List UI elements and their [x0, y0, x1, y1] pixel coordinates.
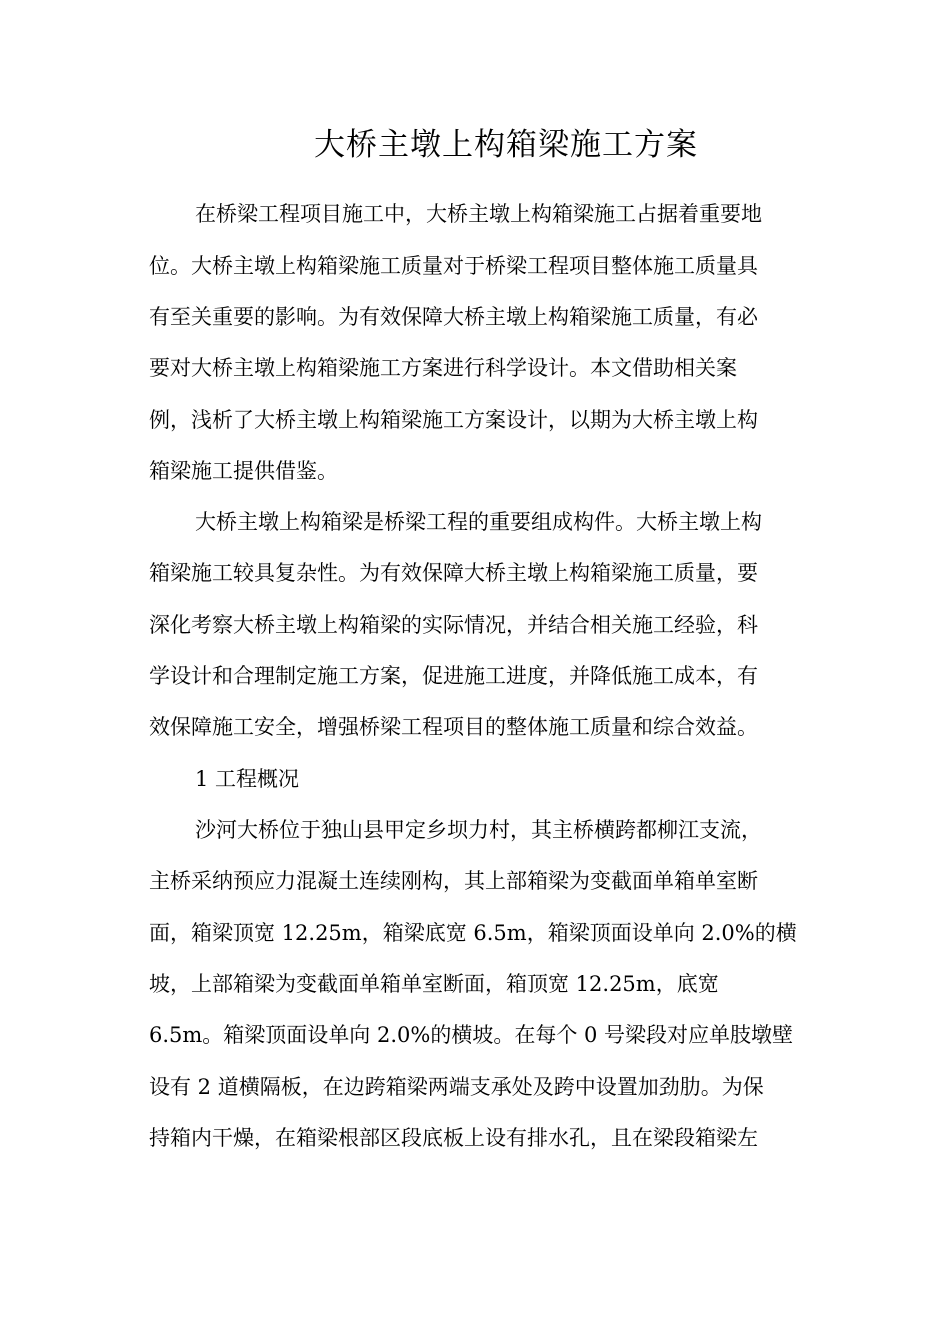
paragraph-2-line-5: 效保障施工安全，增强桥梁工程项目的整体施工质量和综合效益。: [149, 715, 758, 739]
paragraph-1-line-3: 有至关重要的影响。为有效保障大桥主墩上构箱梁施工质量，有必: [149, 305, 758, 329]
paragraph-2-line-3: 深化考察大桥主墩上构箱梁的实际情况，并结合相关施工经验，科: [149, 613, 758, 637]
paragraph-1-line-4: 要对大桥主墩上构箱梁施工方案进行科学设计。本文借助相关案: [149, 356, 737, 380]
paragraph-2-line-4: 学设计和合理制定施工方案，促进施工进度，并降低施工成本，有: [149, 664, 758, 688]
paragraph-1-line-2: 位。大桥主墩上构箱梁施工质量对于桥梁工程项目整体施工质量具: [149, 254, 758, 278]
paragraph-3-line-4: 坡，上部箱梁为变截面单箱单室断面，箱顶宽 12.25m，底宽: [149, 972, 719, 996]
paragraph-1-line-6: 箱梁施工提供借鉴。: [149, 459, 338, 483]
paragraph-1-line-1: 在桥梁工程项目施工中，大桥主墩上构箱梁施工占据着重要地: [195, 202, 762, 226]
paragraph-3-line-1: 沙河大桥位于独山县甲定乡坝力村，其主桥横跨都柳江支流，: [195, 818, 762, 842]
paragraph-3-line-3: 面，箱梁顶宽 12.25m，箱梁底宽 6.5m，箱梁顶面设单向 2.0%的横: [149, 921, 797, 945]
paragraph-3-line-2: 主桥采纳预应力混凝土连续刚构，其上部箱梁为变截面单箱单室断: [149, 869, 758, 893]
paragraph-2-line-1: 大桥主墩上构箱梁是桥梁工程的重要组成构件。大桥主墩上构: [195, 510, 762, 534]
section-heading: 1 工程概况: [195, 767, 300, 791]
paragraph-1-line-5: 例，浅析了大桥主墩上构箱梁施工方案设计，以期为大桥主墩上构: [149, 408, 758, 432]
paragraph-3-line-6: 设有 2 道横隔板，在边跨箱梁两端支承处及跨中设置加劲肋。为保: [149, 1075, 764, 1099]
paragraph-2-line-2: 箱梁施工较具复杂性。为有效保障大桥主墩上构箱梁施工质量，要: [149, 561, 758, 585]
paragraph-3-line-5: 6.5m。箱梁顶面设单向 2.0%的横坡。在每个 0 号梁段对应单肢墩壁: [149, 1023, 794, 1047]
document-title: 大桥主墩上构箱梁施工方案: [314, 127, 698, 163]
paragraph-3-line-7: 持箱内干燥，在箱梁根部区段底板上设有排水孔，且在梁段箱梁左: [149, 1126, 758, 1150]
